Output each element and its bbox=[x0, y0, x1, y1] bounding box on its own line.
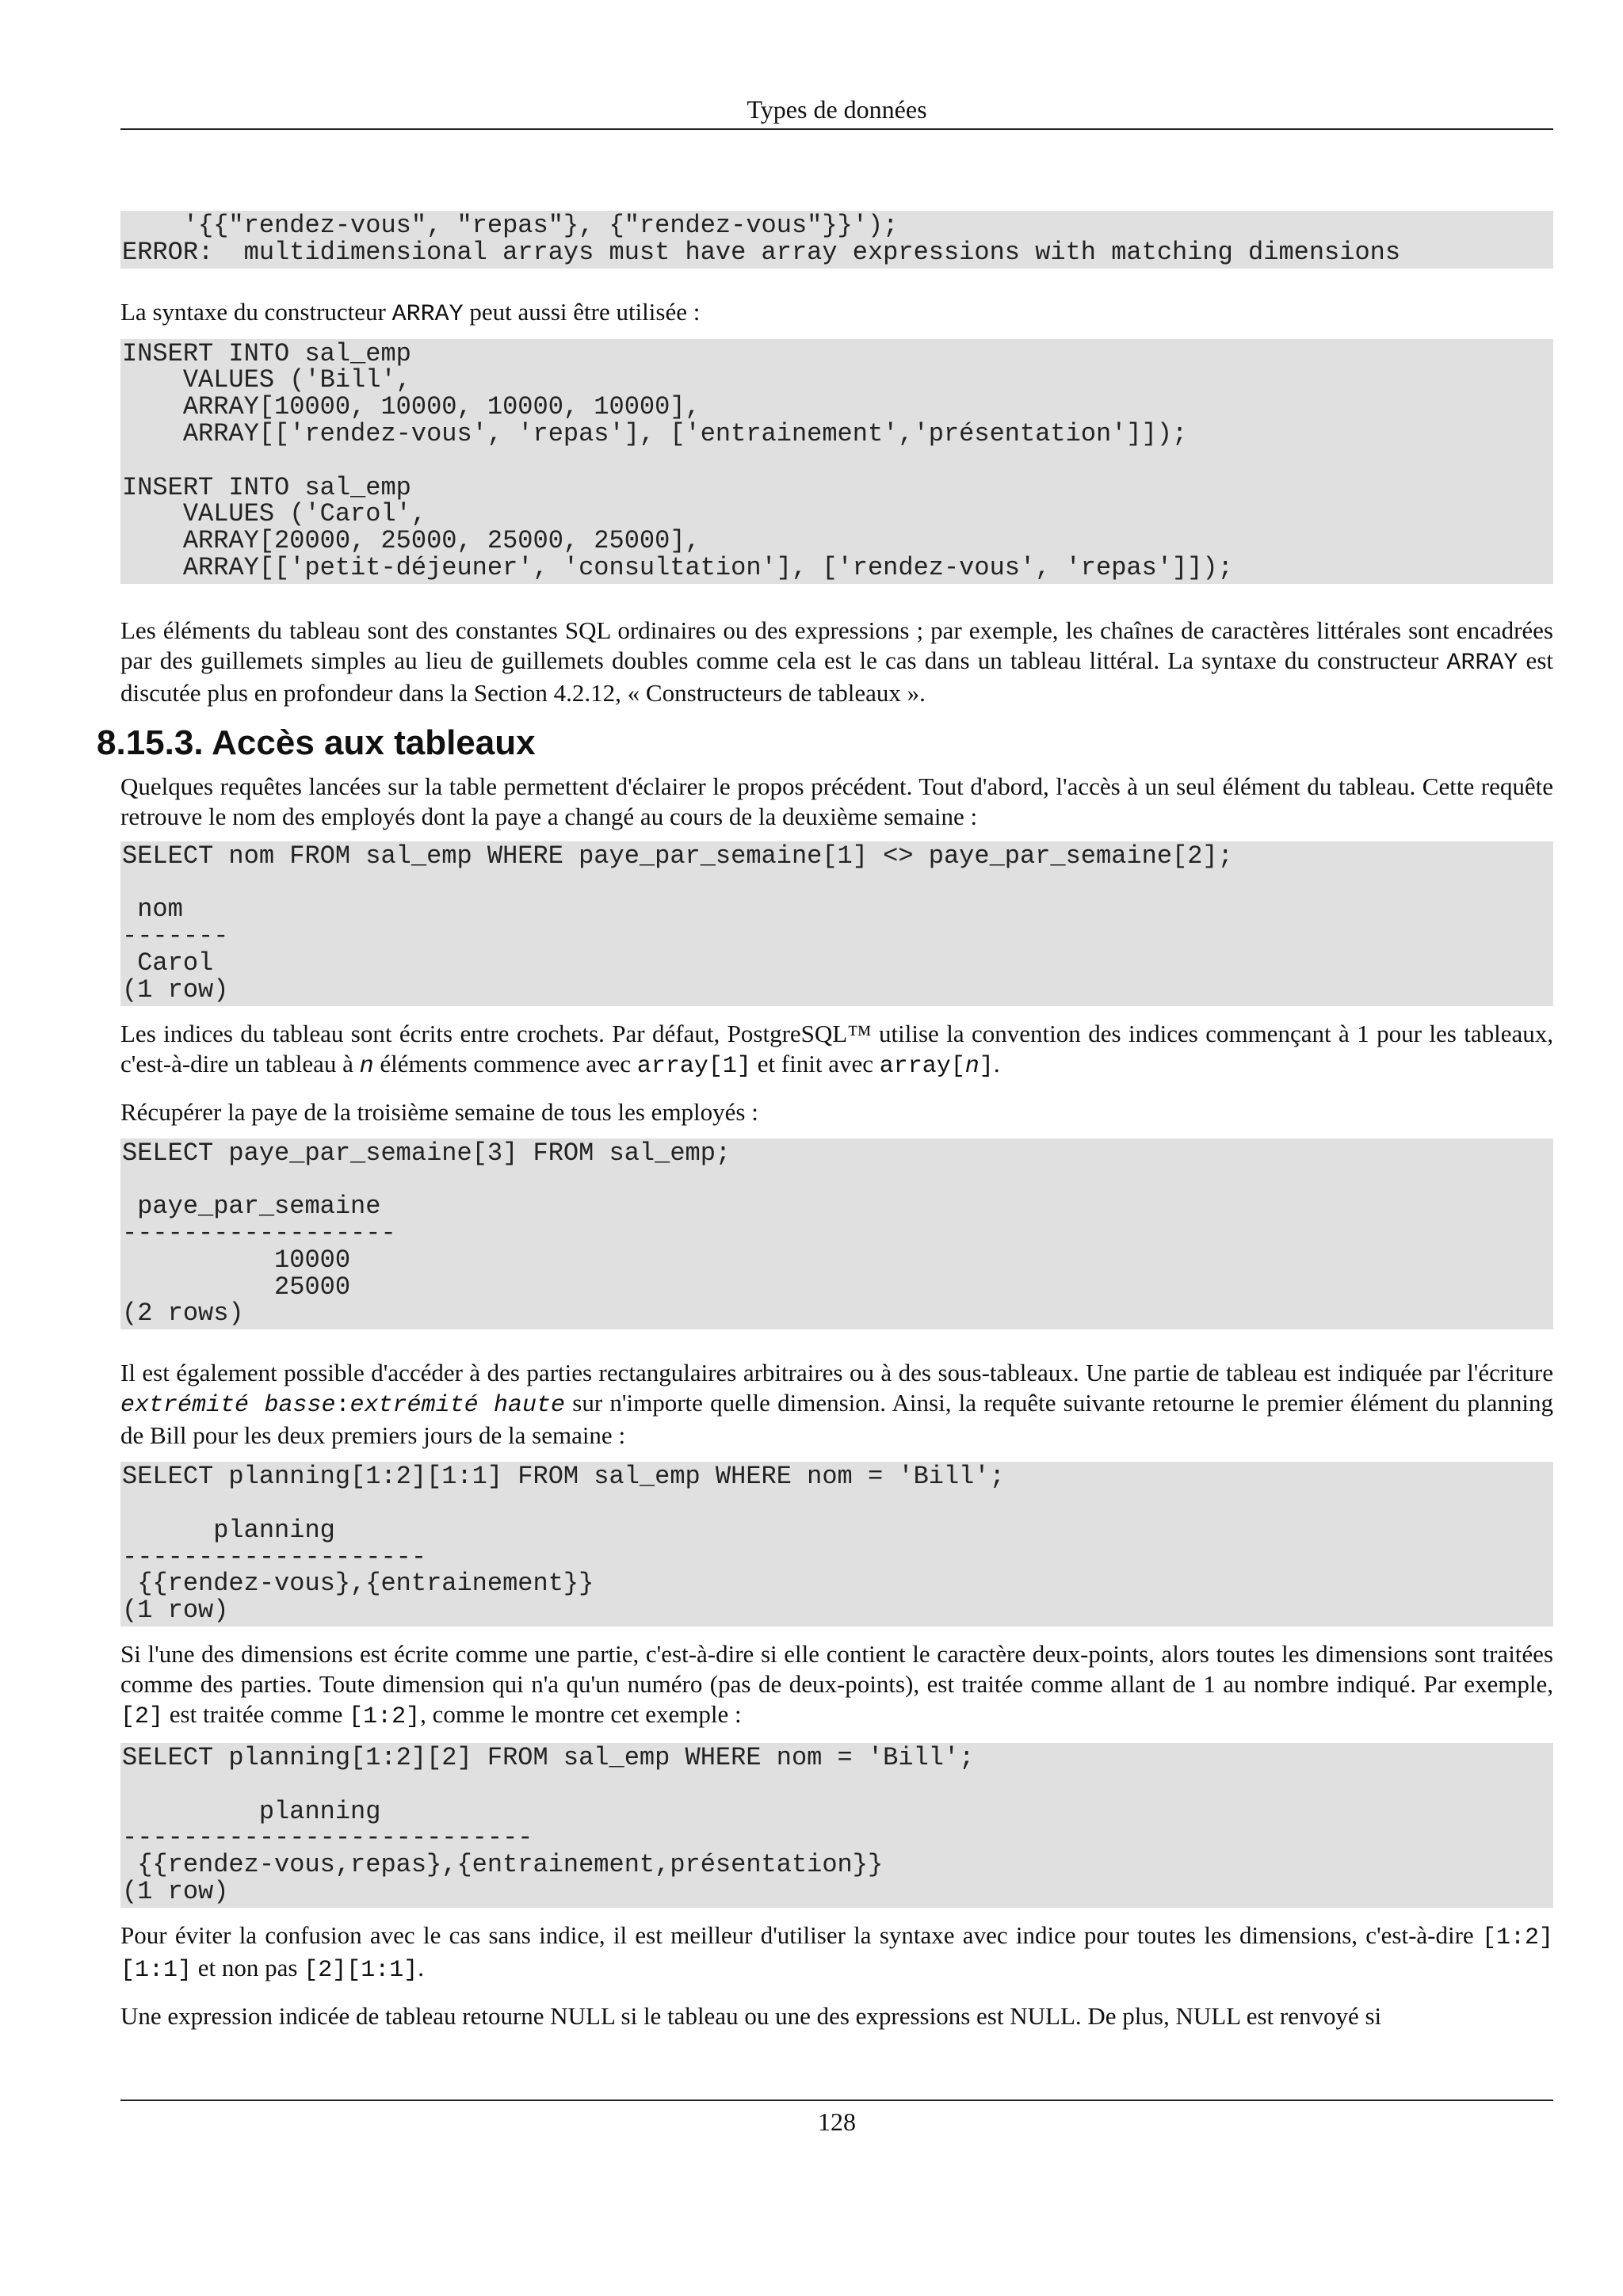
code-block-select-planning-dim: SELECT planning[1:2][2] FROM sal_emp WHERE nom = 'Bill'; planning --------------------------- {{rendez-vous,repas},{entrainement,présentation}} (1 row) bbox=[120, 1743, 1553, 1908]
paragraph-array-elements: Les éléments du tableau sont des constantes SQL ordinaires ou des expressions ; par exemple, les chaînes de caractères littérales sont encadrées par des guillemets simples au lieu de guillemets doubles comme cela est le cas dans un tableau littéral. La syntaxe du constructeur ARRAY est discutée plus en profondeur dans la Section 4.2.12, « Constructeurs de tableaux ». bbox=[120, 616, 1553, 707]
footer-rule bbox=[120, 2100, 1553, 2101]
code-block-insert: INSERT INTO sal_emp VALUES ('Bill', ARRAY[10000, 10000, 10000, 10000], ARRAY[['rendez-vous', 'repas'], ['entrainement','présentation']]); INSERT INTO sal_emp VALUES ('Carol', ARRAY[20000, 25000, 25000, 25000], ARRAY[['petit-déjeuner', 'consultation'], ['rendez-vous', 'repas']]); bbox=[120, 339, 1553, 584]
paragraph-third-week: Récupérer la paye de la troisième semaine de tous les employés : bbox=[120, 1097, 758, 1126]
code-block-select-planning-slice: SELECT planning[1:2][1:1] FROM sal_emp WHERE nom = 'Bill'; planning -------------------- {{rendez-vous},{entrainement}} (1 row) bbox=[120, 1462, 1553, 1627]
paragraph-slices: Il est également possible d'accéder à des parties rectangulaires arbitraires ou à des sous-tableaux. Une partie de tableau est indiquée par l'écriture extrémité basse:extrémité haute sur n'importe quelle dimension. Ainsi, la requête suivante retourne le premier élément du planning de Bill pour les deux premiers jours de la semaine : bbox=[120, 1359, 1554, 1450]
paragraph-null-result: Une expression indicée de tableau retourne NULL si le tableau ou une des expressions est NULL. De plus, NULL est renvoyé si bbox=[120, 2001, 1382, 2030]
code-block-error: '{{"rendez-vous", "repas"}, {"rendez-vous"}}'); ERROR: multidimensional arrays must have array expressions with matching dimensions bbox=[120, 211, 1553, 269]
code-block-select-nom: SELECT nom FROM sal_emp WHERE paye_par_semaine[1] <> paye_par_semaine[2]; nom ------- Carol (1 row) bbox=[120, 841, 1553, 1006]
paragraph-array-constructor: La syntaxe du constructeur ARRAY peut aussi être utilisée : bbox=[120, 297, 701, 328]
code-block-select-paye: SELECT paye_par_semaine[3] FROM sal_emp; paye_par_semaine ------------------ 10000 25000 (2 rows) bbox=[120, 1138, 1553, 1330]
paragraph-access-intro: Quelques requêtes lancées sur la table permettent d'éclairer le propos précédent. Tout d'abord, l'accès à un seul élément du tableau. Cette requête retrouve le nom des employés dont la paye a changé au cours de la deuxième semaine : bbox=[120, 772, 1553, 830]
running-header: Types de données bbox=[747, 95, 927, 124]
page-content bbox=[97, 211, 1554, 2031]
paragraph-avoid-confusion: Pour éviter la confusion avec le cas sans indice, il est meilleur d'utiliser la syntaxe avec indice pour toutes les dimensions, c'est-à-dire [1:2][1:1] et non pas [2][1:1]. bbox=[120, 1920, 1553, 1984]
paragraph-array-indices: Les indices du tableau sont écrits entre crochets. Par défaut, PostgreSQL™ utilise la convention des indices commençant à 1 pour les tableaux, c'est-à-dire un tableau à n éléments commence avec array[1] et finit avec array[n]. bbox=[120, 1019, 1553, 1080]
header-rule bbox=[120, 128, 1553, 130]
paragraph-slice-dimensions: Si l'une des dimensions est écrite comme une partie, c'est-à-dire si elle contient le caractère deux-points, alors toutes les dimensions sont traitées comme des parties. Toute dimension qui n'a qu'un numéro (pas de deux-points), est traitée comme allant de 1 au nombre indiqué. Par exemple, [2] est traitée comme [1:2], comme le montre cet exemple : bbox=[120, 1639, 1553, 1730]
page-number: 128 bbox=[818, 2107, 856, 2136]
section-heading: 8.15.3. Accès aux tableaux bbox=[97, 723, 536, 762]
